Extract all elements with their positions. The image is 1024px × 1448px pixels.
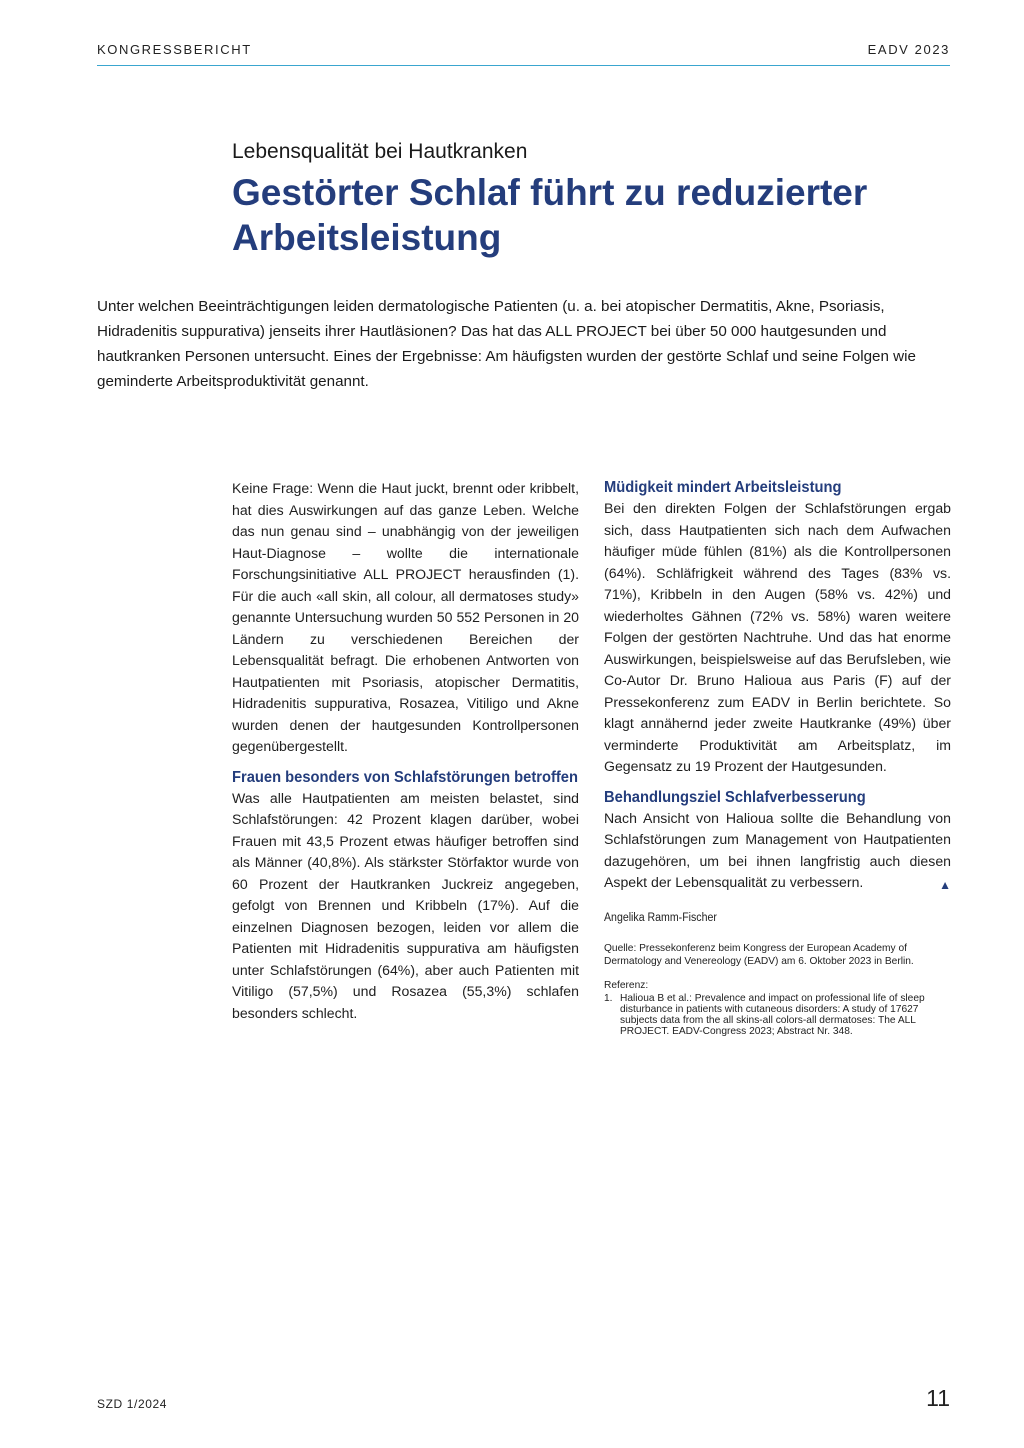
article-lead: Unter welchen Beeinträchtigungen leiden dermatologische Patienten (u. a. bei atopischer Dermatitis, Akne, Psoriasis, Hidradenitis suppurativa) jenseits ihrer Hautläsionen? Das hat das ALL PROJECT bei über 50 000 hautgesunden und hautkranken Personen untersucht. Eines der Ergebnisse: Am häufigsten wurden der gestörte Schlaf und seine Folgen wie geminderte Arbeitsproduktivität genannt. [97, 298, 916, 390]
author-name: Angelika Ramm-Fischer [604, 911, 717, 924]
paragraph-treatment [604, 808, 951, 894]
issue-label: SZD 1/2024 [97, 1397, 168, 1411]
source-note: Quelle: Pressekonferenz beim Kongress der European Academy of Dermatology and Venereology (EADV) am 6. Oktober 2023 in Berlin. [604, 943, 914, 967]
reference-item [604, 993, 951, 1037]
paragraph-sleep-disorders: Was alle Hautpatienten am meisten belastet, sind Schlafstörungen: 42 Prozent klagen darüber, wobei Frauen mit 43,5 Prozent etwas häufiger betroffen sind als Männer (40,8%). Als stärkster Störfaktor wurde von 60 Prozent der Hautkranken Juckreiz angegeben, gefolgt von Brennen und Kribbeln (17%). Auf die einzelnen Diagnosen bezogen, leiden vor allem die Patienten mit Hidradenitis suppurativa am häufigsten unter Schlafstörungen (64%), aber auch Patienten mit Vitiligo (57,5%) und Rosazea (55,3%) schlafen besonders schlecht. [232, 789, 579, 1021]
section-label: KONGRESSBERICHT [97, 42, 252, 57]
article-kicker: Lebensqualität bei Hautkranken [232, 140, 528, 163]
paragraph-treatment-text: Nach Ansicht von Halioua sollte die Behandlung von Schlafstörungen zum Management von Hautpatienten dazugehören, um bei ihnen langfristig auch diesen Aspekt der Lebensqualität zu verbessern. [604, 809, 951, 890]
congress-label: EADV 2023 [867, 42, 950, 57]
article-title: Gestörter Schlaf führt zu reduzierter Arbeitsleistung [232, 172, 868, 258]
subheading-fatigue: Müdigkeit mindert Arbeitsleistung [604, 479, 842, 496]
reference-text: Halioua B et al.: Prevalence and impact on professional life of sleep disturbance in patients with cutaneous disorders: A study of 17627 subjects data from the all skins-all colors-all dermatoses: The ALL PROJECT. EADV-Congress 2023; Abstract Nr. 348. [620, 992, 925, 1037]
paragraph-intro: Keine Frage: Wenn die Haut juckt, brennt oder kribbelt, hat dies Auswirkungen auf das ganze Leben. Welche das nun genau sind – unabhängig von der jeweiligen Haut-Diagnose – wollte die internationale Forschungsinitiative ALL PROJECT herausfinden (1). Für die auch «all skin, all colour, all dermatoses study» genannte Untersuchung wurden 50 552 Personen in 20 Ländern zu verschiedenen Bereichen der Lebensqualität befragt. Die erhobenen Antworten von Hautpatienten mit Psoriasis, atopischer Dermatitis, Hidradenitis suppurativa, Rosazea, Vitiligo und Akne wurden denen der hautgesunden Kontrollpersonen gegenübergestellt. [232, 480, 579, 754]
text-column-right [604, 478, 951, 1037]
subheading-women-sleep: Frauen besonders von Schlafstörungen betroffen [232, 768, 578, 786]
end-triangle-icon: ▲ [939, 878, 951, 892]
page-header [97, 40, 950, 66]
subheading-treatment-goal: Behandlungsziel Schlafverbesserung [604, 788, 866, 806]
page-number: 11 [926, 1385, 950, 1411]
text-column-left [232, 478, 579, 1024]
reference-number: 1. [604, 992, 613, 1004]
reference-label: Referenz: [604, 980, 649, 991]
paragraph-fatigue: Bei den direkten Folgen der Schlafstörungen ergab sich, dass Hautpatienten sich nach dem Aufwachen häufiger müde fühlen (81%) als die Kontrollpersonen (64%). Schläfrigkeit während des Tages (83% vs. 71%), Kribbeln in den Augen (58% vs. 42%) und wiederholtes Gähnen (72% vs. 58%) waren weitere Folgen der gestörten Nachtruhe. Und das hat enorme Auswirkungen, beispielsweise auf das Berufsleben, wie Co-Autor Dr. Bruno Halioua aus Paris (F) auf der Pressekonferenz zum EADV in Berlin berichtete. So klagt annähernd jeder zweite Hautkranke (49%) über verminderte Produktivität am Arbeitsplatz, im Gegensatz zu 19 Prozent der Hautgesunden. [604, 500, 951, 774]
